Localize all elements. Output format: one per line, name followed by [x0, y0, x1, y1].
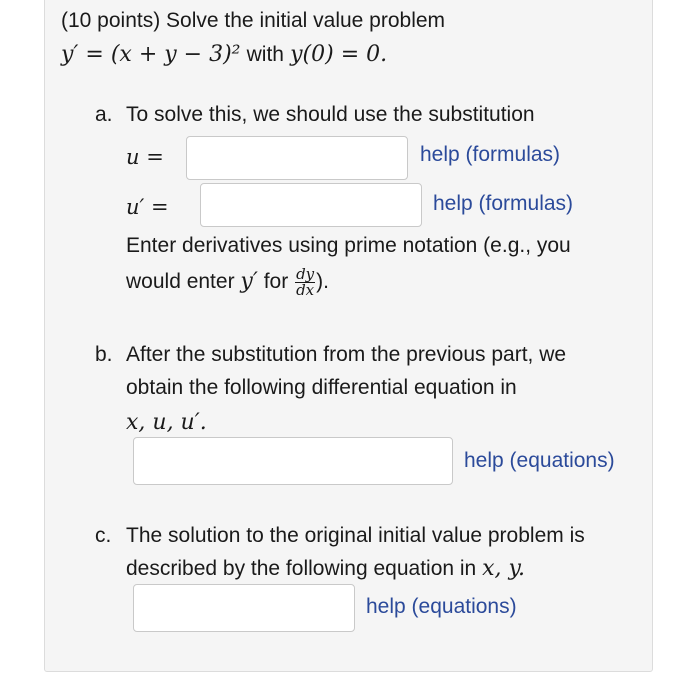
part-b-line2: obtain the following differential equation in — [126, 376, 517, 399]
dy-dx-fraction — [295, 264, 315, 299]
note-yprime: y′ — [240, 269, 258, 294]
part-c-line2 — [126, 552, 525, 585]
note-for: for — [263, 270, 289, 293]
fraction-denominator: dx — [296, 280, 315, 299]
u-input[interactable] — [186, 136, 408, 180]
part-a-text: To solve this, we should use the substitution — [126, 103, 535, 126]
part-c-help-link[interactable]: help (equations) — [366, 595, 517, 618]
uprime-help-link[interactable]: help (formulas) — [433, 192, 574, 215]
note-would-enter: would enter — [126, 270, 235, 293]
problem-equation-line — [61, 41, 387, 67]
initial-condition: y(0) = 0. — [290, 42, 388, 67]
part-b-line1: After the substitution from the previous part, we — [126, 343, 567, 366]
part-b-marker: b. — [95, 343, 113, 366]
derivative-note-line2 — [126, 265, 329, 298]
u-label: u = — [126, 145, 164, 169]
part-b-help-link[interactable]: help (equations) — [464, 449, 615, 472]
part-a-marker: a. — [95, 103, 113, 126]
part-c-equation-input[interactable] — [133, 584, 355, 632]
part-b-vars: x, u, u′. — [126, 410, 207, 435]
with-word: with — [246, 43, 284, 66]
problem-title: (10 points) Solve the initial value problem — [61, 9, 446, 32]
problem-card — [44, 0, 653, 672]
uprime-label: u′ = — [126, 195, 169, 219]
note-end: ). — [316, 270, 329, 293]
ode-equation: y′ = (x + y − 3)² — [61, 42, 241, 67]
part-c-line1: The solution to the original initial value problem is — [126, 524, 585, 547]
part-c-marker: c. — [95, 524, 112, 547]
u-help-link[interactable]: help (formulas) — [420, 143, 561, 166]
uprime-input[interactable] — [200, 183, 422, 227]
part-c-line2-text: described by the following equation in — [126, 557, 477, 580]
derivative-note-line1: Enter derivatives using prime notation (e.g., you — [126, 234, 571, 257]
fraction-numerator: dy — [296, 264, 315, 283]
part-c-vars: x, y. — [482, 556, 525, 581]
part-b-equation-input[interactable] — [133, 437, 453, 485]
